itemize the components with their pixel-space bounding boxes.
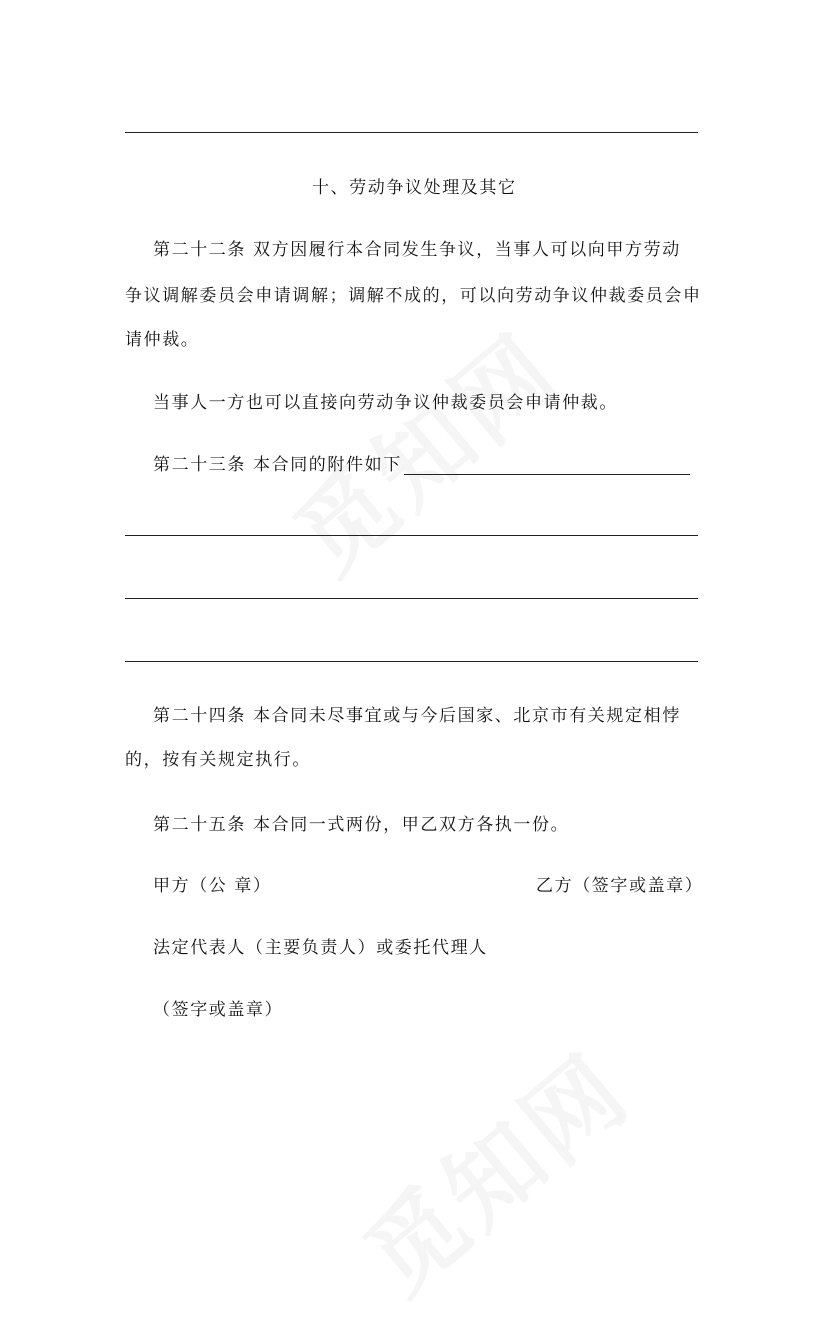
article-24-line-1: 第二十四条 本合同未尽事宜或与今后国家、北京市有关规定相悖 — [153, 706, 681, 726]
attachment-line-3 — [125, 661, 698, 662]
article-23 — [153, 455, 690, 475]
article-24-line-2: 的，按有关规定执行。 — [125, 750, 311, 770]
watermark-top — [262, 298, 584, 600]
attachment-line-1 — [125, 535, 698, 536]
legal-representative: 法定代表人（主要负责人）或委托代理人 — [153, 938, 488, 958]
article-23-text: 第二十三条 本合同的附件如下 — [153, 455, 402, 475]
attachment-blank-line — [404, 456, 690, 475]
article-22-line-2: 争议调解委员会申请调解；调解不成的，可以向劳动争议仲裁委员会申 — [125, 286, 702, 306]
sign-note: （签字或盖章） — [153, 1000, 284, 1020]
party-b-signature: 乙方（签字或盖章） — [536, 876, 704, 896]
watermark-bottom — [332, 1018, 654, 1319]
article-22-line-1: 第二十二条 双方因履行本合同发生争议，当事人可以向甲方劳动 — [153, 240, 681, 260]
article-25: 第二十五条 本合同一式两份，甲乙双方各执一份。 — [153, 815, 570, 835]
article-22-line-3: 请仲裁。 — [125, 330, 200, 350]
attachment-line-2 — [125, 598, 698, 599]
top-rule — [125, 132, 698, 133]
section-title: 十、劳动争议处理及其它 — [312, 178, 517, 198]
party-a-signature: 甲方（公 章） — [153, 876, 272, 896]
article-22-paragraph-2: 当事人一方也可以直接向劳动争议仲裁委员会申请仲裁。 — [153, 393, 618, 413]
